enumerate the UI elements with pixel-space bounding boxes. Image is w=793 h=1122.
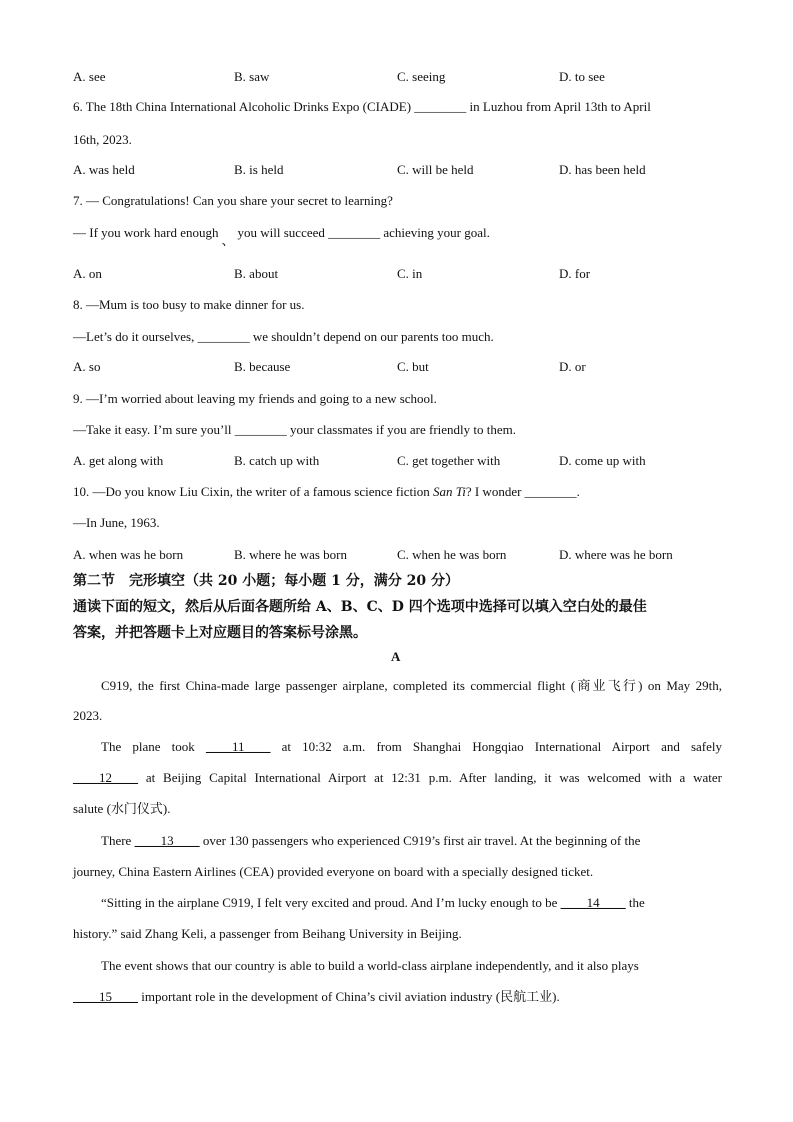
passage-p1: C919, the first China-made large passenger airplane, completed its commercial flight (商业飞行) on May 29th, [101,678,722,693]
q7-option-a: A. on [73,266,102,281]
p3-text: There [101,833,132,848]
section-instructions-cont: 答案，并把答题卡上对应题目的答案标号涂黑。 [73,625,367,641]
q9-option-b: B. catch up with [234,453,320,468]
q8-option-b: B. because [234,359,291,374]
section-instructions: 通读下面的短文，然后从后面各题所给 A、B、C、D 四个选项中选择可以填入空白处的最佳 [73,599,647,615]
q9-reply: —Take it easy. I’m sure you’ll ________ your classmates if you are friendly to them. [73,422,517,437]
q10-stem [73,483,580,501]
q10-option-b: B. where he was born [234,547,347,562]
q6-option-b: B. is held [234,162,284,177]
passage-label: A [391,649,401,664]
p2-text: The plane took [101,739,195,754]
q9-option-d: D. come up with [559,453,646,468]
q10-option-d: D. where was he born [559,547,673,562]
q6-stem: 6. The 18th China International Alcoholic Drinks Expo (CIADE) ________ in Luzhou from April 13th to April [73,99,651,114]
q10-stem-a: 10. —Do you know Liu Cixin, the writer of a famous science fiction [73,484,433,499]
passage-p2 [101,738,722,756]
passage-p3-line2: journey, China Eastern Airlines (CEA) provided everyone on board with a specially designed ticket. [73,864,594,879]
q7-option-b: B. about [234,266,279,281]
p3-text-b: over 130 passengers who experienced C919’s first air travel. At the beginning of the [202,833,641,848]
q10-option-a: A. when was he born [73,547,184,562]
passage-p3 [101,832,640,850]
q8-option-c: C. but [397,359,429,374]
blank-12: ____12____ [73,770,138,785]
passage-p4 [101,894,645,912]
q5-option-a: A. see [73,69,106,84]
p2-text-b: at 10:32 a.m. from Shanghai Hongqiao International Airport and safely [281,739,723,754]
q8-option-d: D. or [559,359,586,374]
q10-book-title: San Ti [432,484,466,499]
q6-option-d: D. has been held [559,162,646,177]
passage-p5: The event shows that our country is able to build a world-class airplane independently, and it also plays [101,958,639,973]
q7-mark: 、 [221,233,235,248]
q8-stem: 8. —Mum is too busy to make dinner for us. [73,297,305,312]
blank-14: ____14____ [560,895,626,910]
blank-15: ____15____ [73,989,138,1004]
q8-option-a: A. so [73,359,101,374]
q5-option-b: B. saw [234,69,270,84]
q6-option-a: A. was held [73,162,135,177]
passage-p4-line2: history.” said Zhang Keli, a passenger from Beihang University in Beijing. [73,926,462,941]
section-heading: 第二节 完形填空（共 20 小题；每小题 1 分，满分 20 分） [73,573,459,589]
passage-p1-cont: 2023. [73,708,103,723]
q10-option-c: C. when he was born [397,547,507,562]
p4-text: “Sitting in the airplane C919, I felt very excited and proud. And I’m lucky enough to be [101,895,558,910]
passage-p5-line2 [73,988,560,1006]
blank-11: ____11____ [205,739,271,754]
p2-text-c: at Beijing Capital International Airport at 12:31 p.m. After landing, it was welcomed with a water [145,770,722,785]
q7-reply [73,224,490,248]
q9-option-a: A. get along with [73,453,164,468]
q6-stem-cont: 16th, 2023. [73,132,132,147]
passage-p2-line2 [73,769,722,787]
p5-text-b: important role in the development of China’s civil aviation industry (民航工业). [141,989,560,1004]
q10-reply: —In June, 1963. [73,515,160,530]
q7-reply-a: — If you work hard enough [73,225,219,240]
q7-stem: 7. — Congratulations! Can you share your secret to learning? [73,193,393,208]
q7-reply-b: you will succeed ________ achieving your goal. [237,225,490,240]
q5-option-d: D. to see [559,69,605,84]
q6-option-c: C. will be held [397,162,474,177]
blank-13: ____13____ [134,833,200,848]
q7-option-d: D. for [559,266,591,281]
q9-option-c: C. get together with [397,453,501,468]
q9-stem: 9. —I’m worried about leaving my friends and going to a new school. [73,391,437,406]
p4-text-b: the [628,895,645,910]
q5-option-c: C. seeing [397,69,446,84]
passage-p2-line3: salute (水门仪式). [73,801,171,816]
q7-option-c: C. in [397,266,423,281]
q10-stem-b: ? I wonder ________. [465,484,580,499]
q8-reply: —Let’s do it ourselves, ________ we shouldn’t depend on our parents too much. [73,329,494,344]
